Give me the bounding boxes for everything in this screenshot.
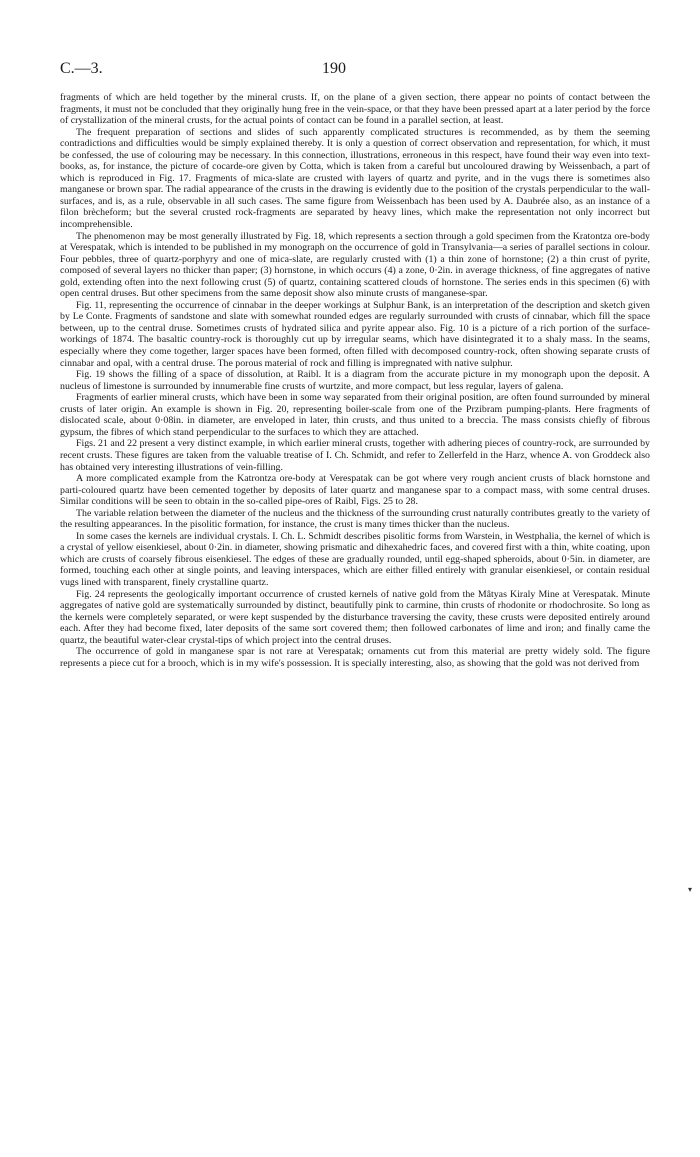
paragraph: Figs. 21 and 22 present a very distinct example, in which earlier mineral crusts, together with adhering pieces of country-rock, are surrounded by recent crusts. These figures are taken from the valuable treatise of I. Ch. Schmidt, and refer to Zellerfeld in the Harz, whence A. von Groddeck also has obtained very interesting illustrations of vein-filling. bbox=[60, 438, 650, 473]
paragraph: The phenomenon may be most generally illustrated by Fig. 18, which represents a section through a gold specimen from the Kratontza ore-body at Verespatak, which is intended to be published in my monograph on the occurrence of gold in Transylvania—a series of parallel sections in colour. Four pebbles, three of quartz-porphyry and one of mica-slate, are regularly crusted with (1) a thin zone of hornstone; (2) a thin crust of pyrite, composed of several layers no thicker than paper; (3) hornstone, in which occurs (4) a zone, 0·2in. in average thickness, of fine aggregates of native gold, extending often into the next following crust (5) of quartz, containing scattered clouds of hornstone. The series ends in this specimen (6) with open central druses. But other specimens from the same deposit show also minute crusts of manganese-spar. bbox=[60, 230, 650, 300]
section-reference: C.—3. bbox=[60, 60, 103, 77]
paragraph: A more complicated example from the Katrontza ore-body at Verespatak can be got where very rough ancient crusts of black hornstone and parti-coloured quartz have been cemented together by deposits of later quartz and manganese spar to a compact mass, with some central druses. Similar conditions will be seen to obtain in the so-called pipe-ores of Raibl, Figs. 25 to 28. bbox=[60, 473, 650, 508]
body-text bbox=[60, 92, 650, 669]
paragraph: Fig. 11, representing the occurrence of cinnabar in the deeper workings at Sulphur Bank, is an interpretation of the description and sketch given by Le Conte. Fragments of sandstone and slate with somewhat rounded edges are regularly surrounded with crusts of cinnabar, which fill the space between, up to the central druse. Sometimes crusts of hydrated silica and pyrite appear also. Fig. 10 is a picture of a rich portion of the surface-workings of 1874. The basaltic country-rock is thoroughly cut up by irregular seams, which have disintegrated it to a shaly mass. In the seams, especially where they come together, larger spaces have been formed, often filled with decomposed country-rock, often showing separate crusts of cinnabar and opal, with a central druse. The porous material of rock and filling is impregnated with native sulphur. bbox=[60, 299, 650, 369]
paragraph: fragments of which are held together by the mineral crusts. If, on the plane of a given section, there appear no points of contact between the fragments, it must not be concluded that they originally hung free in the vein-space, or that they have been pressed apart at a later period by the force of crystallization of the mineral crusts, for the actual points of contact can be found in a parallel section, at least. bbox=[60, 92, 650, 127]
paragraph: In some cases the kernels are individual crystals. I. Ch. L. Schmidt describes pisolitic forms from Warstein, in Westphalia, the kernel of which is a crystal of yellow eisenkiesel, about 0·2in. in diameter, showing prismatic and dihexahedric faces, and covered first with a thin, white coating, upon which are crusts of coarsely fibrous eisenkiesel. The edges of these are gradually rounded, until egg-shaped spheroids, about 0·5in. in diameter, are formed, touching each other at single points, and leaving interspaces, which are either filled entirely with granular eisenkiesel, or contain residual vugs lined with transparent, finely crystalline quartz. bbox=[60, 530, 650, 588]
paragraph: Fig. 19 shows the filling of a space of dissolution, at Raibl. It is a diagram from the accurate picture in my monograph upon the deposit. A nucleus of limestone is surrounded by innumerable fine crusts of wurtzite, and more compact, but less regular, layers of galena. bbox=[60, 369, 650, 392]
paragraph: The frequent preparation of sections and slides of such apparently complicated structures is recommended, as by them the seeming contradictions and difficulties would be simply explained thereby. It is only a question of correct observation and representation, for which, it must be confessed, the use of colouring may be necessary. In this connection, illustrations, erroneous in this respect, have found their way even into text-books, as, for instance, the picture of cocarde-ore given by Cotta, which is taken from a careful but uncoloured drawing by Weissenbach, a part of which is reproduced in Fig. 17. Fragments of mica-slate are crusted with layers of quartz and pyrite, and in the vugs there is sometimes also manganese or brown spar. The radial appearance of the crusts in the drawing is evidently due to the position of the crystals perpendicular to the wall-surfaces, and is, as a rule, observable in all such cases. The same figure from Weissenbach has been used by A. Daubrée also, as an instance of a filon brècheform; but the several crusted rock-fragments are separated by heavy lines, which make the representation not only incorrect but incomprehensible. bbox=[60, 126, 650, 231]
page-header bbox=[60, 60, 650, 86]
paragraph: The occurrence of gold in manganese spar is not rare at Verespatak; ornaments cut from this material are pretty widely sold. The figure represents a piece cut for a brooch, which is in my wife's possession. It is specially interesting, also, as showing that the gold was not derived from bbox=[60, 646, 650, 669]
page-number: 190 bbox=[322, 60, 346, 77]
paragraph: Fragments of earlier mineral crusts, which have been in some way separated from their original position, are often found surrounded by mineral crusts of later origin. An example is shown in Fig. 20, representing boiler-scale from one of the Przibram pumping-plants. Here fragments of dislocated scale, about 0·08in. in diameter, are enveloped in later, thin crusts, and thus united to a breccia. The mass consists chiefly of fibrous gypsum, the fibres of which stand perpendicular to the surfaces to which they are attached. bbox=[60, 392, 650, 438]
paragraph: Fig. 24 represents the geologically important occurrence of crusted kernels of native gold from the Mâtyas Kiraly Mine at Verespatak. Minute aggregates of native gold are systematically surrounded by distinct, beautifully pink to carmine, thin crusts of rhodonite or rhodochrosite. So long as the kernels were completely separated, or were kept suspended by the disturbance traversing the cavity, these crusts were deposited entirely around each. After they had become fixed, later deposits of the same sort covered them; then followed carbonates of lime and iron; and finally came the quartz, the beautiful water-clear crystal-tips of which project into the central druses. bbox=[60, 588, 650, 646]
paragraph: The variable relation between the diameter of the nucleus and the thickness of the surrounding crust naturally contributes greatly to the variety of the resulting appearances. In the pisolitic formation, for instance, the crust is many times thicker than the nucleus. bbox=[60, 507, 650, 531]
document-page bbox=[60, 60, 650, 669]
margin-mark: ▾ bbox=[687, 885, 692, 894]
